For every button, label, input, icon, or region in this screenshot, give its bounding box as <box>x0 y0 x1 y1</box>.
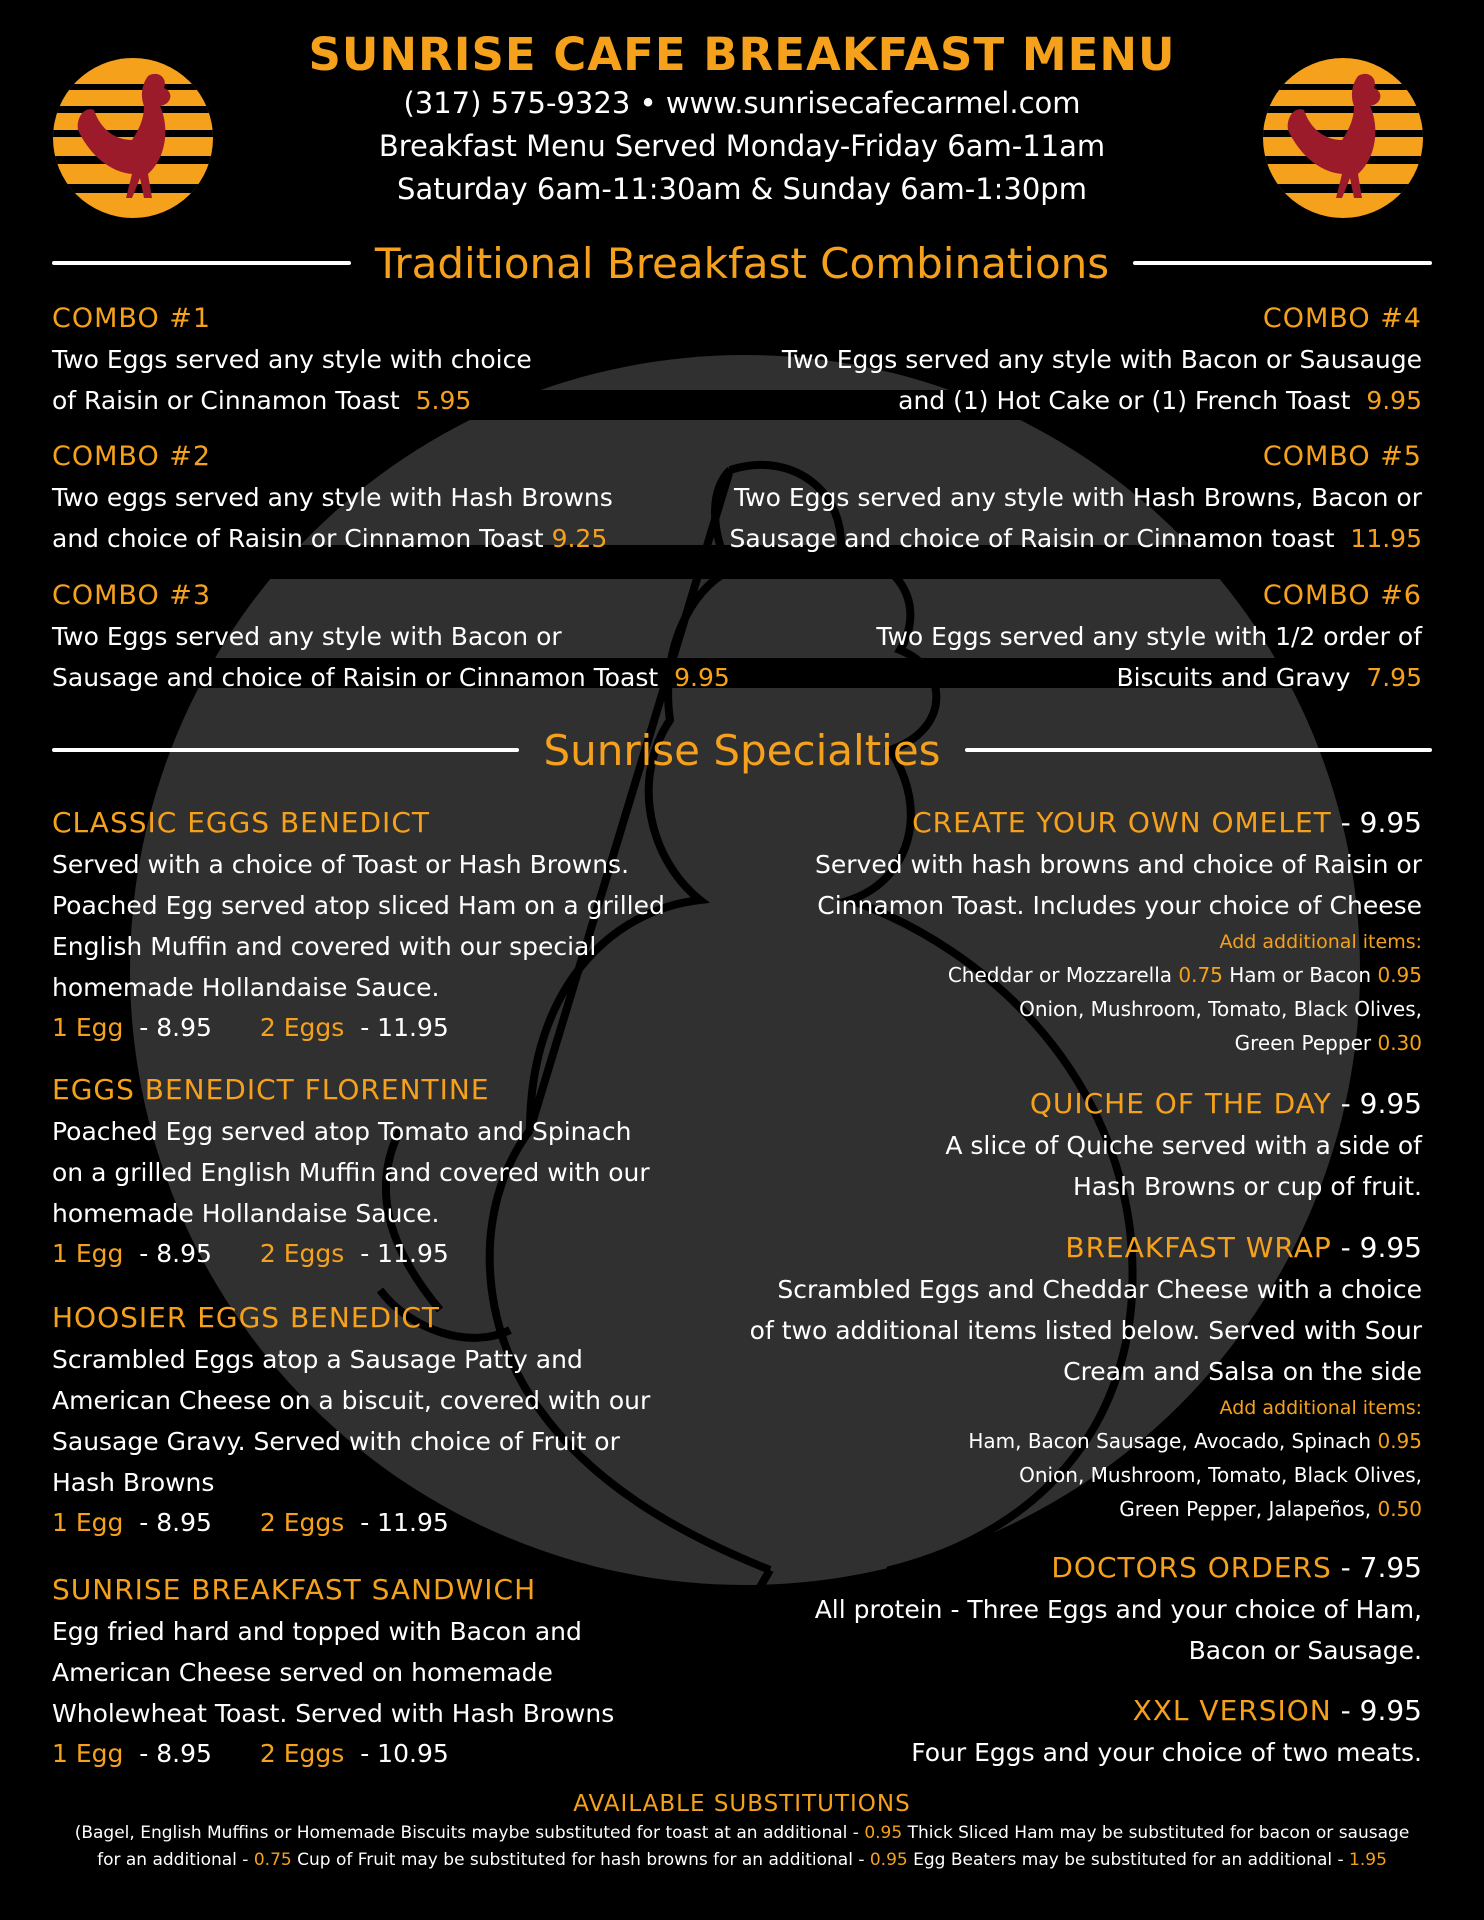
section-header-specialties <box>52 720 1432 780</box>
add-item-text: Cheddar or Mozzarella <box>947 963 1179 987</box>
combo-description: Biscuits and Gravy <box>1116 663 1351 692</box>
egg-option-label: 1 Egg <box>52 1239 124 1268</box>
combo-name: COMBO #1 <box>52 303 212 334</box>
substitution-price: 0.95 <box>864 1823 903 1843</box>
specialty-name: CLASSIC EGGS BENEDICT <box>52 806 430 839</box>
hours-weekend: Saturday 6am-11:30am & Sunday 6am-1:30pm <box>397 172 1087 206</box>
combo-description: Two Eggs served any style with Hash Browns, Bacon or <box>734 483 1422 512</box>
specialty-description: Hash Browns or cup of fruit. <box>1073 1172 1422 1201</box>
substitution-price: 0.75 <box>253 1850 292 1870</box>
combo-price: 5.95 <box>415 386 472 415</box>
specialty-breakfast-wrap <box>750 1227 1422 1526</box>
egg-option-label: 1 Egg <box>52 1739 124 1768</box>
specialty-name: QUICHE OF THE DAY <box>1029 1087 1332 1120</box>
section-title: Traditional Breakfast Combinations <box>374 238 1110 288</box>
specialty-name: SUNRISE BREAKFAST SANDWICH <box>52 1573 537 1606</box>
substitution-price: 0.95 <box>869 1850 908 1870</box>
substitution-text: Thick Sliced Ham may be substituted for bacon or sausage <box>902 1823 1410 1843</box>
specialty-description: Served with a choice of Toast or Hash Browns. <box>52 850 630 879</box>
combo-1 <box>52 299 532 421</box>
egg-price-row <box>52 1234 650 1274</box>
combo-2 <box>52 437 613 559</box>
specialty-sunrise-breakfast-sandwich <box>52 1569 614 1774</box>
egg-option-price: - 11.95 <box>360 1508 449 1537</box>
combo-name: COMBO #2 <box>52 441 212 472</box>
add-item-text: Onion, Mushroom, Tomato, Black Olives, <box>1019 997 1422 1021</box>
combo-description: Two Eggs served any style with Bacon or <box>52 622 562 651</box>
specialty-description: American Cheese on a biscuit, covered with our <box>52 1386 651 1415</box>
substitutions-line <box>20 1820 1464 1847</box>
combo-price: 7.95 <box>1366 663 1422 692</box>
egg-option-label: 2 Eggs <box>259 1239 345 1268</box>
section-title: Sunrise Specialties <box>543 725 941 775</box>
combo-description: and (1) Hot Cake or (1) French Toast <box>898 386 1351 415</box>
add-items-heading: Add additional items: <box>1219 931 1422 953</box>
specialty-eggs-benedict-florentine <box>52 1069 650 1274</box>
egg-option-label: 2 Eggs <box>259 1508 345 1537</box>
substitution-price: 1.95 <box>1349 1850 1387 1870</box>
add-item-price: 0.30 <box>1377 1031 1422 1055</box>
egg-option-price: - 8.95 <box>139 1508 212 1537</box>
egg-option-label: 1 Egg <box>52 1508 124 1537</box>
substitution-text: Egg Beaters may be substituted for an additional - <box>907 1850 1350 1870</box>
specialty-price: - 9.95 <box>1331 1694 1422 1727</box>
specialty-description: Wholewheat Toast. Served with Hash Browns <box>52 1699 615 1728</box>
divider <box>1133 261 1432 265</box>
combo-price: 9.95 <box>674 663 730 692</box>
specialty-doctors-orders <box>815 1547 1422 1671</box>
combo-price: 11.95 <box>1350 524 1422 553</box>
hours-weekday: Breakfast Menu Served Monday-Friday 6am-11am <box>378 129 1106 163</box>
specialty-description: All protein - Three Eggs and your choice of Ham, <box>814 1595 1422 1624</box>
add-item-text: Onion, Mushroom, Tomato, Black Olives, <box>1019 1463 1422 1487</box>
specialty-create-your-own-omelet <box>815 802 1422 1060</box>
divider <box>52 748 519 752</box>
specialty-price: - 7.95 <box>1331 1551 1422 1584</box>
egg-option-label: 2 Eggs <box>259 1013 345 1042</box>
divider <box>965 748 1432 752</box>
combo-name: COMBO #4 <box>1262 303 1422 334</box>
specialty-name: XXL VERSION <box>1132 1694 1332 1727</box>
specialty-name: EGGS BENEDICT FLORENTINE <box>52 1073 490 1106</box>
add-item-text: Green Pepper <box>1234 1031 1378 1055</box>
specialty-description: Four Eggs and your choice of two meats. <box>911 1738 1422 1767</box>
specialty-description: Scrambled Eggs atop a Sausage Patty and <box>52 1345 583 1374</box>
specialty-price: - 9.95 <box>1331 1231 1422 1264</box>
specialty-price: - 9.95 <box>1331 806 1422 839</box>
egg-price-row <box>52 1503 650 1543</box>
add-item-text: Ham or Bacon <box>1222 963 1378 987</box>
combo-description: Sausage and choice of Raisin or Cinnamon Toast <box>52 663 659 692</box>
specialty-description: Egg fried hard and topped with Bacon and <box>52 1617 582 1646</box>
add-item-text: Ham, Bacon Sausage, Avocado, Spinach <box>968 1429 1378 1453</box>
combo-name: COMBO #3 <box>52 580 212 611</box>
add-items-heading: Add additional items: <box>1219 1397 1422 1419</box>
combo-description: of Raisin or Cinnamon Toast <box>52 386 400 415</box>
specialty-description: Poached Egg served atop sliced Ham on a grilled <box>52 891 665 920</box>
specialty-hoosier-eggs-benedict <box>52 1297 650 1543</box>
specialty-name: DOCTORS ORDERS <box>1051 1551 1332 1584</box>
substitutions-section <box>20 1788 1464 1874</box>
contact-line: (317) 575-9323 • www.sunrisecafecarmel.com <box>403 86 1081 120</box>
substitution-text: for an additional - <box>97 1850 254 1870</box>
specialty-description: homemade Hollandaise Sauce. <box>52 1199 440 1228</box>
combo-description: Two Eggs served any style with choice <box>52 345 532 374</box>
egg-option-price: - 11.95 <box>360 1013 449 1042</box>
egg-option-price: - 8.95 <box>139 1239 212 1268</box>
substitution-text: (Bagel, English Muffins or Homemade Biscuits maybe substituted for toast at an additional - <box>74 1823 865 1843</box>
add-item-price: 0.50 <box>1377 1497 1422 1521</box>
specialty-quiche-of-the-day <box>945 1083 1422 1207</box>
specialty-description: on a grilled English Muffin and covered with our <box>52 1158 650 1187</box>
specialty-name: CREATE YOUR OWN OMELET <box>912 806 1332 839</box>
substitutions-title: AVAILABLE SUBSTITUTIONS <box>573 1791 911 1817</box>
combo-name: COMBO #6 <box>1262 580 1422 611</box>
egg-option-label: 2 Eggs <box>259 1739 345 1768</box>
substitution-text: Cup of Fruit may be substituted for hash browns for an additional - <box>291 1850 870 1870</box>
combo-6 <box>876 576 1422 698</box>
specialty-description: Cream and Salsa on the side <box>1063 1357 1422 1386</box>
add-item-price: 0.95 <box>1377 963 1422 987</box>
specialty-description: Poached Egg served atop Tomato and Spinach <box>52 1117 632 1146</box>
combo-description: and choice of Raisin or Cinnamon Toast <box>52 524 544 553</box>
combo-price: 9.25 <box>551 524 608 553</box>
specialty-classic-eggs-benedict <box>52 802 665 1048</box>
specialty-description: A slice of Quiche served with a side of <box>945 1131 1422 1160</box>
egg-option-price: - 8.95 <box>139 1739 212 1768</box>
specialty-description: Served with hash browns and choice of Raisin or <box>815 850 1422 879</box>
specialty-description: Hash Browns <box>52 1468 215 1497</box>
egg-price-row <box>52 1008 665 1048</box>
add-item-price: 0.75 <box>1178 963 1223 987</box>
specialty-name: BREAKFAST WRAP <box>1065 1231 1332 1264</box>
egg-option-price: - 8.95 <box>139 1013 212 1042</box>
combo-name: COMBO #5 <box>1262 441 1422 472</box>
specialty-description: English Muffin and covered with our special <box>52 932 597 961</box>
section-header-combos <box>52 233 1432 293</box>
substitutions-line <box>20 1847 1464 1874</box>
combo-description: Two Eggs served any style with Bacon or Sausauge <box>781 345 1422 374</box>
combo-5 <box>730 437 1422 559</box>
specialty-description: Bacon or Sausage. <box>1188 1636 1422 1665</box>
combo-4 <box>782 299 1422 421</box>
specialty-name: HOOSIER EGGS BENEDICT <box>52 1301 440 1334</box>
menu-title: SUNRISE CAFE BREAKFAST MENU <box>308 28 1176 81</box>
specialty-description: of two additional items listed below. Served with Sour <box>749 1316 1422 1345</box>
specialty-description: Scrambled Eggs and Cheddar Cheese with a choice <box>777 1275 1422 1304</box>
combo-price: 9.95 <box>1366 386 1422 415</box>
specialty-price: - 9.95 <box>1331 1087 1422 1120</box>
egg-price-row <box>52 1734 614 1774</box>
egg-option-price: - 11.95 <box>360 1239 449 1268</box>
specialty-description: homemade Hollandaise Sauce. <box>52 973 440 1002</box>
specialty-xxl-version <box>911 1690 1422 1773</box>
specialty-description: Cinnamon Toast. Includes your choice of Cheese <box>817 891 1422 920</box>
divider <box>52 261 351 265</box>
specialty-description: Sausage Gravy. Served with choice of Fruit or <box>52 1427 620 1456</box>
combo-description: Two Eggs served any style with 1/2 order of <box>876 622 1422 651</box>
combo-description: Two eggs served any style with Hash Browns <box>52 483 613 512</box>
egg-option-price: - 10.95 <box>360 1739 449 1768</box>
specialty-description: American Cheese served on homemade <box>52 1658 553 1687</box>
combo-description: Sausage and choice of Raisin or Cinnamon toast <box>729 524 1335 553</box>
menu-header <box>0 28 1484 211</box>
combo-3 <box>52 576 730 698</box>
add-item-text: Green Pepper, Jalapeños, <box>1119 1497 1378 1521</box>
egg-option-label: 1 Egg <box>52 1013 124 1042</box>
add-item-price: 0.95 <box>1377 1429 1422 1453</box>
